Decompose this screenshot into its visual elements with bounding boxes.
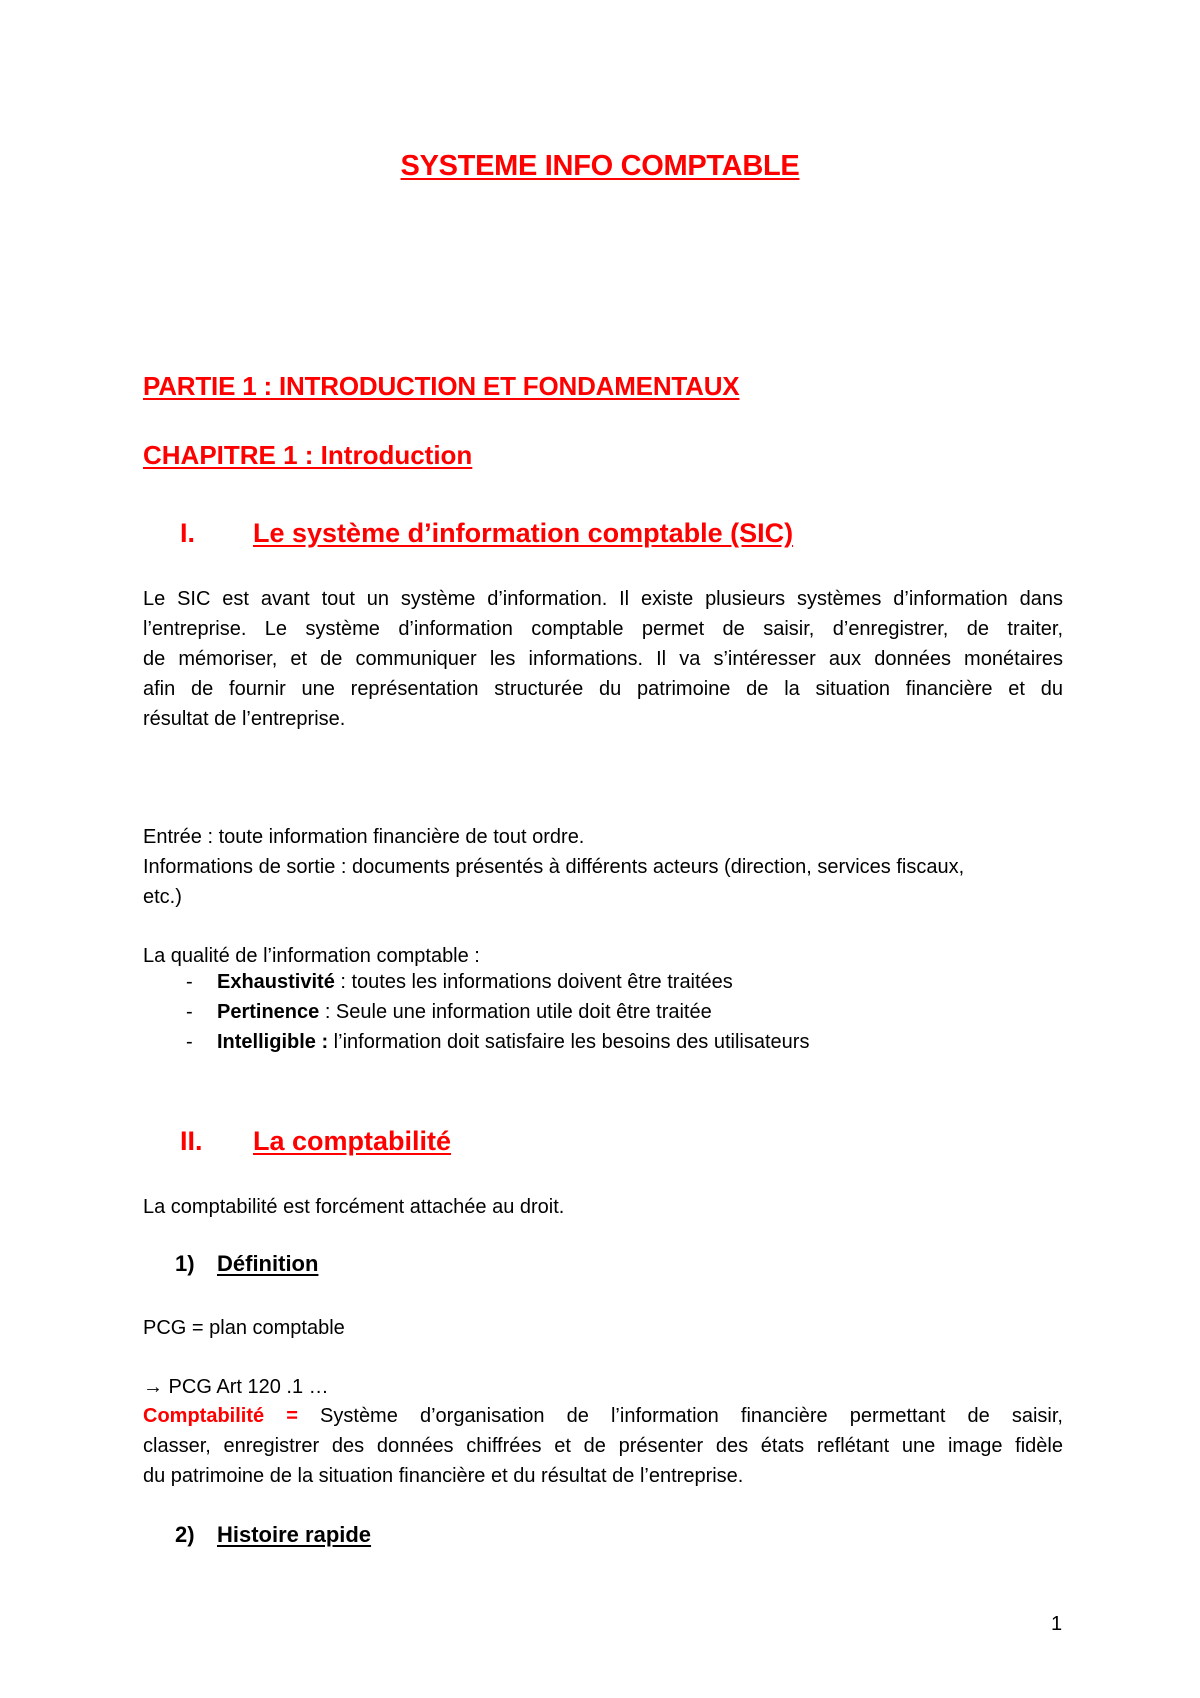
bullet-term: Intelligible : xyxy=(217,1031,329,1053)
section-2-title: La comptabilité xyxy=(253,1126,452,1156)
chapter-heading: CHAPITRE 1 : Introduction xyxy=(143,440,473,470)
subsection-1-title: Définition xyxy=(217,1251,319,1276)
page-number: 1 xyxy=(1051,1613,1063,1635)
part-heading: PARTIE 1 : INTRODUCTION ET FONDAMENTAUX xyxy=(143,371,740,401)
pcg-definition: PCG = plan comptable xyxy=(143,1317,345,1339)
section-1-number: I. xyxy=(180,518,196,548)
sortie-line: Informations de sortie : documents présentés à différents acteurs (direction, services fiscaux, xyxy=(143,856,965,878)
paragraph-line: résultat de l’entreprise. xyxy=(143,708,346,730)
sortie-line-continued: etc.) xyxy=(143,886,182,908)
paragraph-line: de mémoriser, et de communiquer les informations. Il va s’intéresser aux données monétaires xyxy=(143,648,1063,670)
document-title: SYSTEME INFO COMPTABLE xyxy=(400,150,800,182)
paragraph-line: afin de fournir une représentation structurée du patrimoine de la situation financière et du xyxy=(143,678,1063,700)
paragraph-line: Le SIC est avant tout un système d’information. Il existe plusieurs systèmes d’information dans xyxy=(143,588,1063,610)
bullet-description: l’information doit satisfaire les besoins des utilisateurs xyxy=(328,1031,810,1053)
paragraph-line: l’entreprise. Le système d’information comptable permet de saisir, d’enregistrer, de traiter, xyxy=(143,618,1063,640)
bullet-term: Exhaustivité xyxy=(217,971,335,993)
pcg-reference xyxy=(143,1372,329,1402)
bullet-intelligible xyxy=(217,1031,809,1054)
bullet-description: : toutes les informations doivent être traitées xyxy=(334,971,733,993)
arrow-right-icon: → xyxy=(143,1376,163,1398)
section-1-paragraph xyxy=(143,584,1063,734)
bullet-pertinence xyxy=(217,1001,712,1024)
section-1-title: Le système d’information comptable (SIC) xyxy=(253,518,794,548)
definition-line xyxy=(143,1401,1063,1431)
section-2-number: II. xyxy=(180,1126,203,1156)
subsection-2-number: 2) xyxy=(175,1522,195,1547)
definition-text: Système d’organisation de l’information financière permettant de saisir, xyxy=(297,1405,1063,1427)
subsection-2-title: Histoire rapide xyxy=(217,1522,372,1547)
bullet-description: : Seule une information utile doit être traitée xyxy=(319,1001,712,1023)
qualite-intro: La qualité de l’information comptable : xyxy=(143,945,480,967)
definition-line: du patrimoine de la situation financière et du résultat de l’entreprise. xyxy=(143,1465,744,1487)
definition-line: classer, enregistrer des données chiffrées et de présenter des états reflétant une image fidèle xyxy=(143,1435,1063,1457)
pcg-reference-text: PCG Art 120 .1 … xyxy=(163,1376,329,1398)
bullet-exhaustivite xyxy=(217,971,733,994)
definition-term: Comptabilité = xyxy=(143,1405,298,1427)
section-2-intro: La comptabilité est forcément attachée au droit. xyxy=(143,1196,565,1218)
bullet-term: Pertinence xyxy=(217,1001,320,1023)
subsection-1-number: 1) xyxy=(175,1251,195,1276)
bullet-dash: - xyxy=(186,1031,193,1053)
comptabilite-definition xyxy=(143,1401,1063,1491)
entree-line: Entrée : toute information financière de tout ordre. xyxy=(143,826,585,848)
bullet-dash: - xyxy=(186,971,193,993)
bullet-dash: - xyxy=(186,1001,193,1023)
